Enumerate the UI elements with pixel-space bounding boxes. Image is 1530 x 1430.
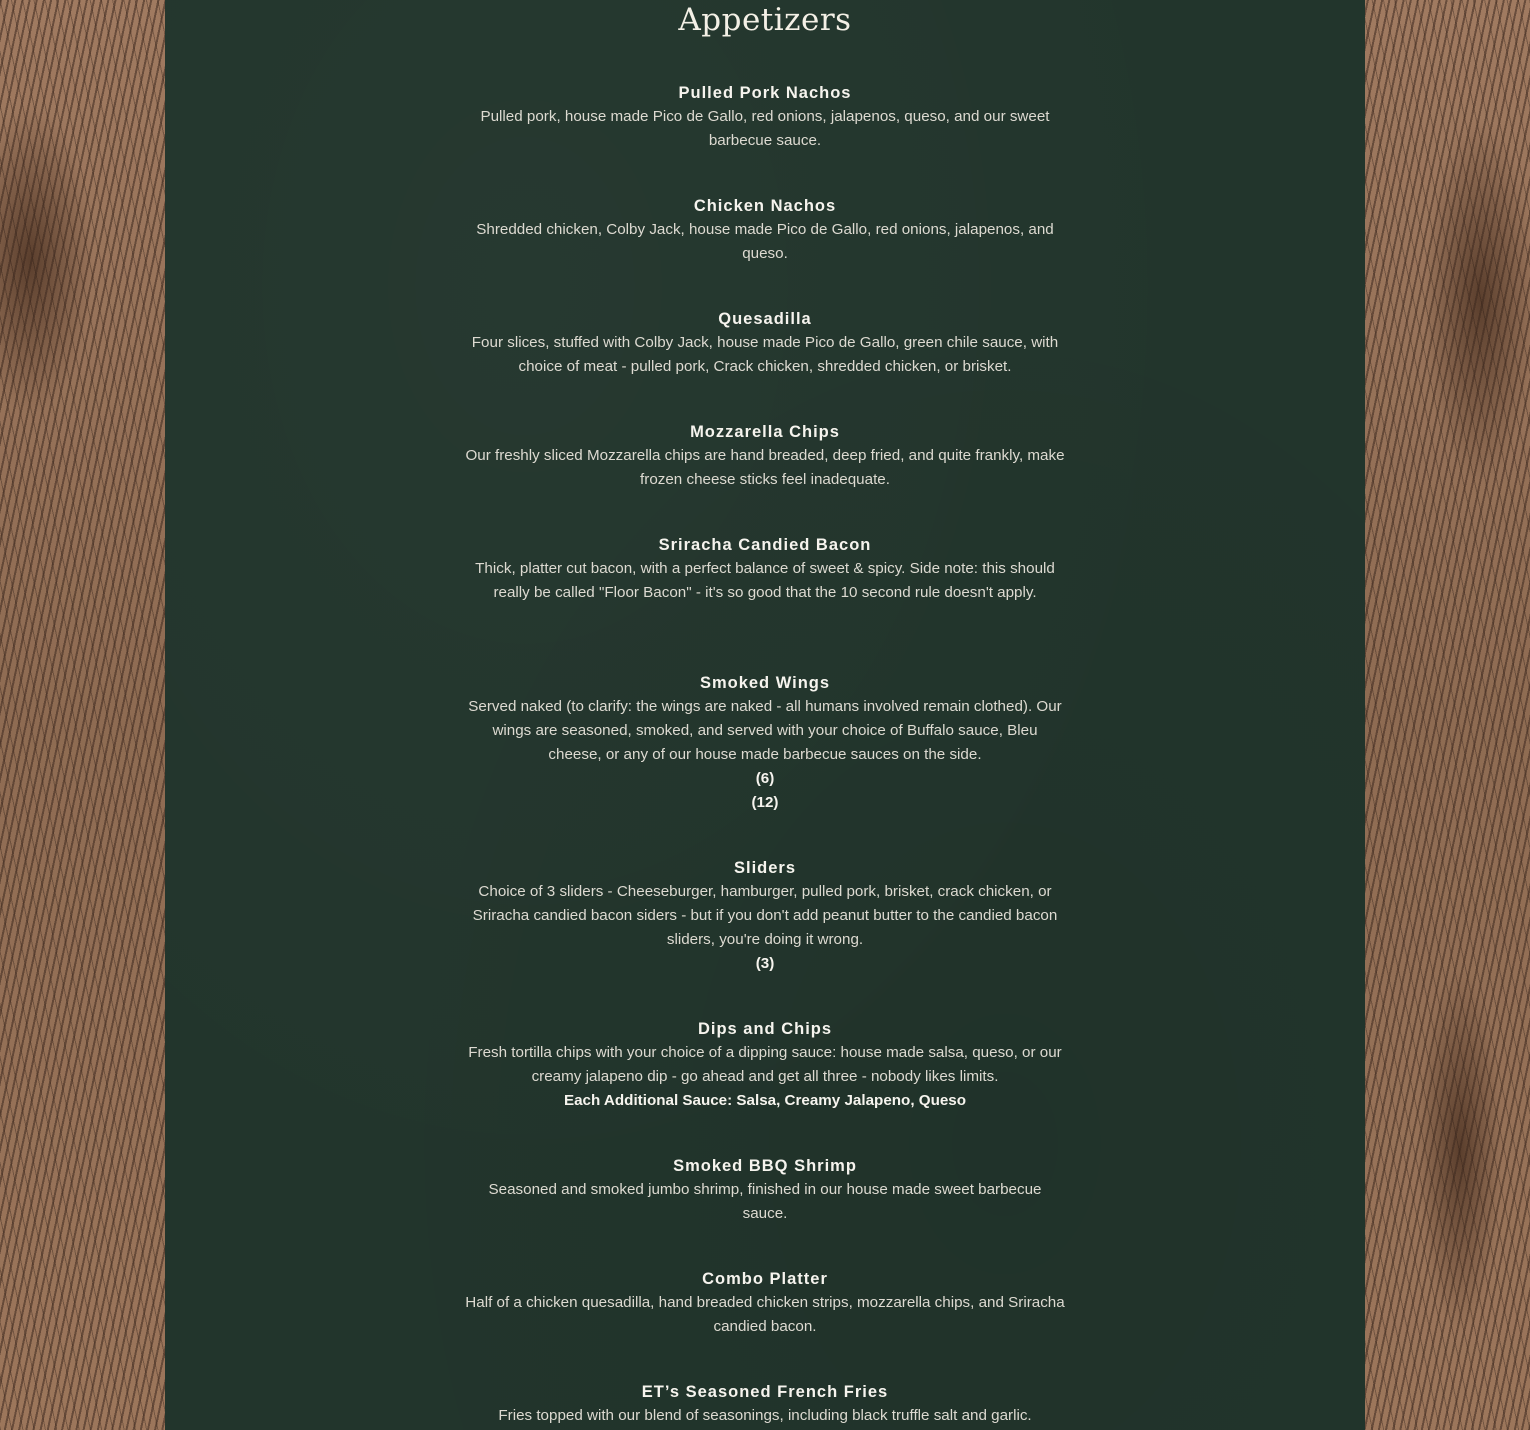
item-description: Served naked (to clarify: the wings are naked - all humans involved remain clothed). Our wings are seasoned, smoked, and served with your choice of Buffalo sauce, Bleu cheese, or any of our house made barbecue sauces on the side. <box>468 698 1062 763</box>
menu-panel <box>165 0 1365 1430</box>
item-description: Fresh tortilla chips with your choice of a dipping sauce: house made salsa, queso, or our creamy jalapeno dip - go ahead and get all three - nobody likes limits. <box>468 1044 1062 1085</box>
item-name: Mozzarella Chips <box>690 423 840 441</box>
section-title: Appetizers <box>678 2 852 38</box>
item-name: Smoked Wings <box>699 674 831 692</box>
item-description: Seasoned and smoked jumbo shrimp, finished in our house made sweet barbecue sauce. <box>488 1181 1042 1222</box>
item-description: Pulled pork, house made Pico de Gallo, red onions, jalapenos, queso, and our sweet barbecue sauce. <box>480 108 1050 149</box>
item-description: Four slices, stuffed with Colby Jack, house made Pico de Gallo, green chile sauce, with choice of meat - pulled pork, Crack chicken, shredded chicken, or brisket. <box>471 334 1059 375</box>
menu-item-pulled-pork-nachos <box>465 81 1065 153</box>
item-name: Pulled Pork Nachos <box>678 84 852 102</box>
item-description: Our freshly sliced Mozzarella chips are hand breaded, deep fried, and quite frankly, make frozen cheese sticks feel inadequate. <box>465 447 1065 488</box>
menu-item-mozzarella-chips <box>465 420 1065 492</box>
item-name: Quesadilla <box>718 310 812 328</box>
menu-item-sliders <box>465 856 1065 976</box>
item-name: Sliders <box>733 859 797 877</box>
item-description: Choice of 3 sliders - Cheeseburger, hamburger, pulled pork, brisket, crack chicken, or Sriracha candied bacon siders - but if you don't add peanut butter to the candied bacon sliders, you're doing it wrong. <box>472 883 1058 948</box>
menu-item-combo-platter <box>465 1267 1065 1339</box>
item-name: Smoked BBQ Shrimp <box>673 1157 857 1175</box>
item-name: ET’s Seasoned French Fries <box>641 1383 889 1401</box>
item-description: Shredded chicken, Colby Jack, house made Pico de Gallo, red onions, jalapenos, and queso. <box>476 221 1054 262</box>
item-option: Each Additional Sauce: Salsa, Creamy Jalapeno, Queso <box>563 1092 967 1109</box>
menu-item-sriracha-candied-bacon <box>465 533 1065 605</box>
item-name: Dips and Chips <box>697 1020 833 1038</box>
item-option: (6) <box>755 770 775 787</box>
menu-item-smoked-bbq-shrimp <box>465 1154 1065 1226</box>
menu-item-smoked-wings <box>465 671 1065 815</box>
menu-item-quesadilla <box>465 307 1065 379</box>
item-name: Chicken Nachos <box>693 197 837 215</box>
item-option: (12) <box>751 794 779 811</box>
item-description: Thick, platter cut bacon, with a perfect balance of sweet & spicy. Side note: this should really be called "Floor Bacon" - it's so good that the 10 second rule doesn't apply. <box>475 560 1055 601</box>
item-option: (3) <box>755 955 775 972</box>
item-name: Sriracha Candied Bacon <box>658 536 872 554</box>
item-description: Fries topped with our blend of seasonings, including black truffle salt and garlic. <box>498 1407 1032 1424</box>
menu-item-chicken-nachos <box>465 194 1065 266</box>
menu-item-et-seasoned-french-fries <box>465 1380 1065 1428</box>
item-name: Combo Platter <box>702 1270 828 1288</box>
item-description: Half of a chicken quesadilla, hand breaded chicken strips, mozzarella chips, and Sriracha candied bacon. <box>465 1294 1065 1335</box>
menu-item-dips-and-chips <box>465 1017 1065 1113</box>
